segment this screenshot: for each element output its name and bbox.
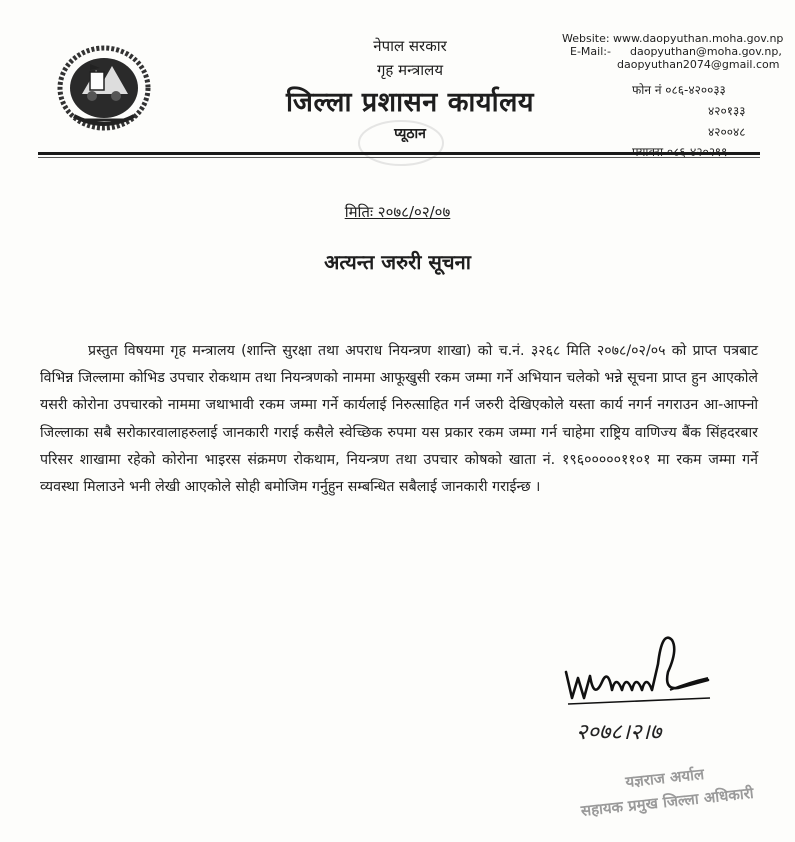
notice-body: प्रस्तुत विषयमा गृह मन्त्रालय (शान्ति सुरक्षा तथा अपराध नियन्त्रण शाखा) को च.नं. ३२६८ मिति २०७८/०२/०५ को प्राप्त पत्रबाट विभिन्न जिल्लामा कोभिड उपचार रोकथाम तथा नियन्त्रणको नाममा आफूखुसी रकम जम्मा गर्ने अभियान चलेको भन्ने सूचना प्राप्त हुन आएकोले यसरी कोरोना उपचारको नाममा जथाभावी रकम जम्मा गर्ने कार्यलाई निरुत्साहित गर्न जरुरी देखिएकोले यस्ता कार्य नगर्न नगराउन आ-आफ्नो जिल्लाका सबै सरोकारवालाहरुलाई जानकारी गराई कसैले स्वेच्छिक रुपमा यस प्रकार रकम जम्मा गर्न चाहेमा राष्ट्रिय वाणिज्य बैंक सिंहदरबार परिसर शाखामा रहेको कोरोना भाइरस संक्रमण रोकथाम, नियन्त्रण तथा उपचार कोषको खाता नं. १९६०००००११०१ मा रकम जम्मा गर्ने व्यवस्था मिलाउने भनी लेखी आएकोले सोही बमोजिम गर्नुहुन सम्बन्धित सबैलाई जानकारी गराईन्छ । bbox=[40, 343, 758, 496]
notice-date-wrap bbox=[0, 202, 795, 222]
office-name: जिल्ला प्रशासन कार्यालय bbox=[285, 87, 535, 118]
officer-name: यज्ञराज अर्याल bbox=[624, 764, 705, 792]
government-name: नेपाल सरकार bbox=[373, 37, 447, 55]
phone-number: फोन नं ०८६-४२००३३ bbox=[632, 83, 726, 97]
district-name: प्यूठान bbox=[394, 126, 426, 142]
header-divider bbox=[38, 152, 760, 155]
officer-stamp bbox=[544, 756, 787, 825]
handwritten-date: २०७८।२।७ bbox=[576, 720, 662, 745]
phone-number-3: ४२००४८ bbox=[708, 125, 746, 139]
email-label: E-Mail:- bbox=[570, 45, 611, 58]
nepal-emblem-icon bbox=[52, 36, 156, 136]
notice-title: अत्यन्त जरुरी सूचना bbox=[324, 250, 471, 274]
phone-number-2: ४२०१३३ bbox=[708, 104, 746, 118]
faint-stamp-mark bbox=[356, 118, 446, 168]
officer-designation: सहायक प्रमुख जिल्ला अधिकारी bbox=[580, 783, 755, 820]
header-divider-thin bbox=[38, 157, 760, 158]
notice-date: मितिः २०७८/०२/०७ bbox=[344, 203, 451, 221]
ministry-name: गृह मन्त्रालय bbox=[376, 61, 444, 79]
email-secondary: daopyuthan2074@gmail.com bbox=[617, 58, 780, 71]
email-primary: daopyuthan@moha.gov.np, bbox=[630, 45, 782, 58]
website-text: Website: www.daopyuthan.moha.gov.np bbox=[562, 32, 784, 45]
